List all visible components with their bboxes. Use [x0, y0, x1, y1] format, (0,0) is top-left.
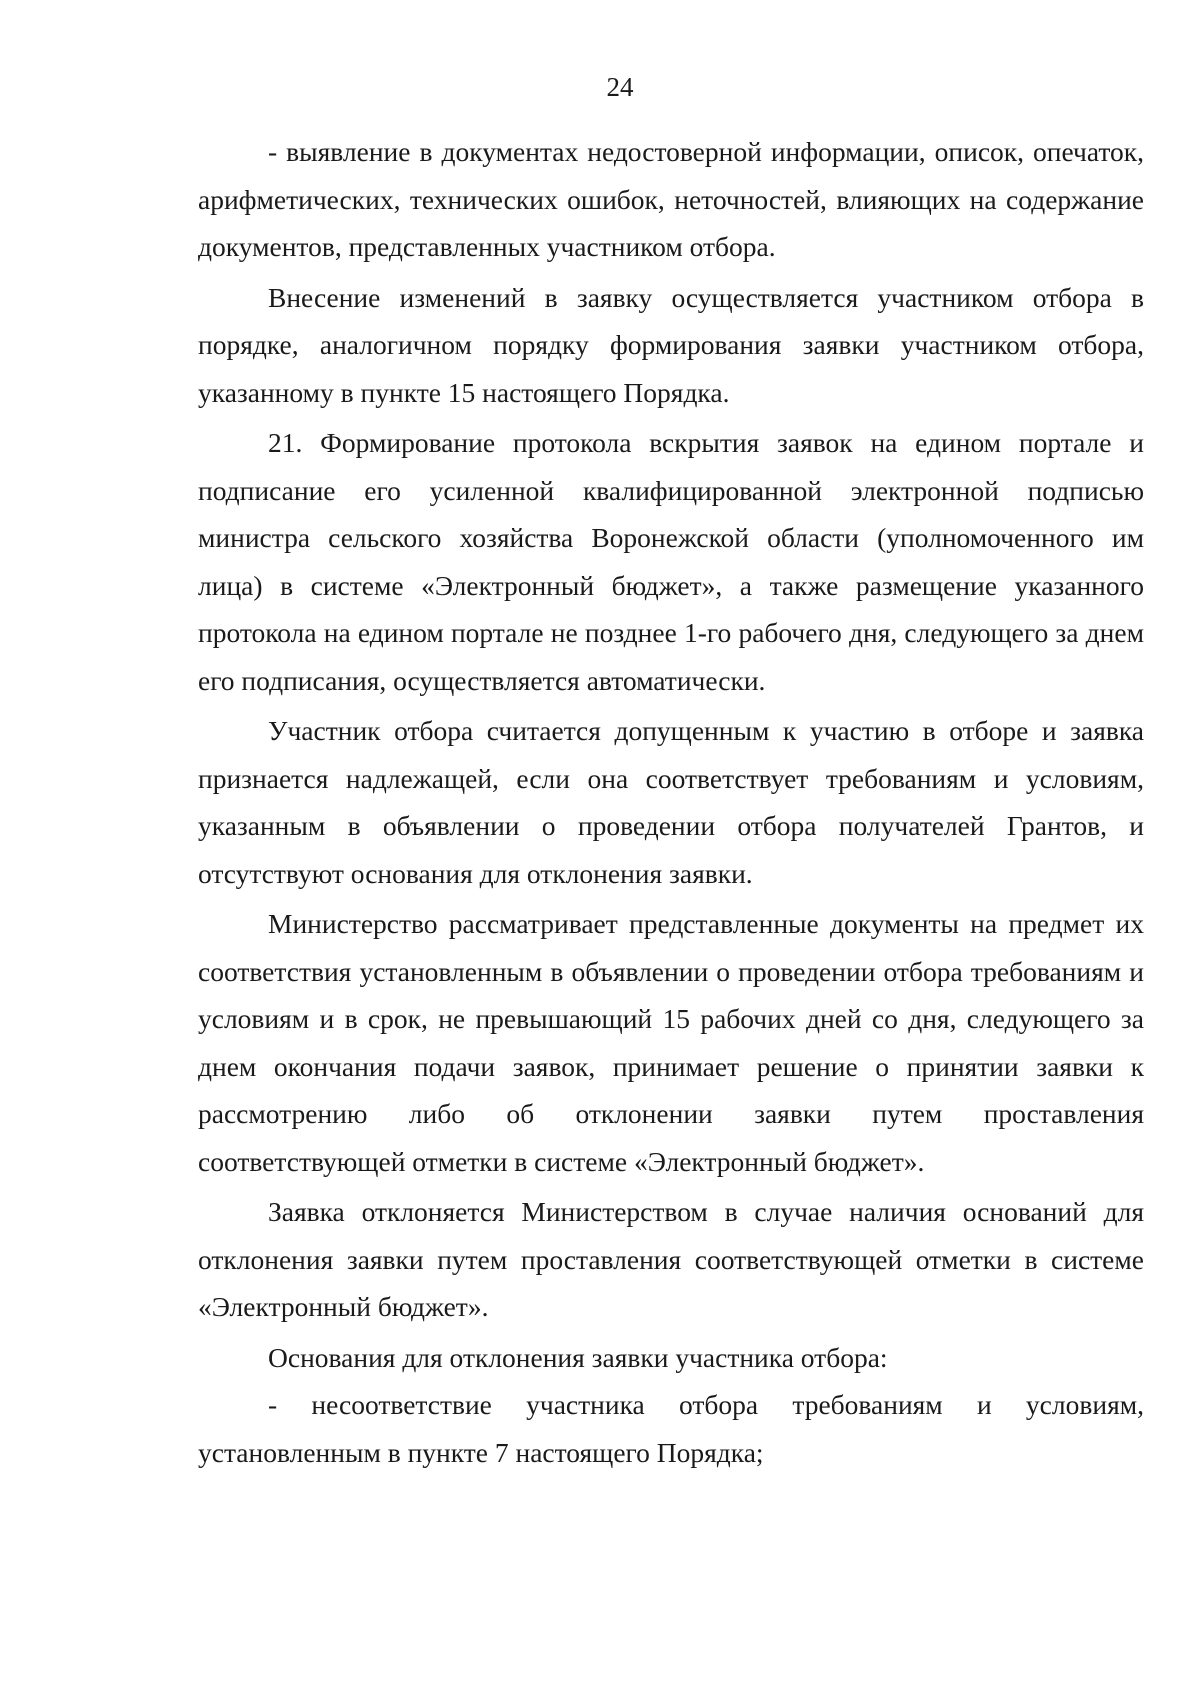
- paragraph-application-changes: Внесение изменений в заявку осуществляется участником отбора в порядке, аналогичном порядку формирования заявки участником отбора, указанному в пункте 15 настоящего Порядка.: [198, 281, 1144, 408]
- paragraph-application-rejection: Заявка отклоняется Министерством в случае наличия оснований для отклонения заявки путем проставления соответствующей отметки в системе «Электронный бюджет».: [198, 1196, 1144, 1322]
- paragraph-invalid-information: - выявление в документах недостоверной информации, описок, опечаток, арифметических, технических ошибок, неточностей, влияющих на содержание документов, представленных участником отбора.: [198, 136, 1144, 262]
- paragraph-participant-admitted: Участник отбора считается допущенным к участию в отборе и заявка признается надлежащей, если она соответствует требованиям и условиям, указанным в объявлении о проведении отбора получателей Грантов, и отсутствуют основания для отклонения заявки.: [198, 715, 1144, 889]
- document-body: [198, 128, 1144, 1476]
- paragraph-ministry-review: Министерство рассматривает представленные документы на предмет их соответствия установленным в объявлении о проведении отбора требованиям и условиям и в срок, не превышающий 15 рабочих дней со дня, следующего за днем окончания подачи заявок, принимает решение о принятии заявки к рассмотрению либо об отклонении заявки путем проставления соответствующей отметки в системе «Электронный бюджет».: [198, 908, 1144, 1177]
- paragraph-rejection-grounds-heading: Основания для отклонения заявки участника отбора:: [268, 1341, 888, 1373]
- paragraph-clause-21: 21. Формирование протокола вскрытия заявок на едином портале и подписание его усиленной квалифицированной электронной подписью министра сельского хозяйства Воронежской области (уполномоченного им лица) в системе «Электронный бюджет», а также размещение указанного протокола на едином портале не позднее 1-го рабочего дня, следующего за днем его подписания, осуществляется автоматически.: [198, 427, 1144, 696]
- page-number: 24: [606, 72, 634, 102]
- paragraph-rejection-ground-1: - несоответствие участника отбора требованиям и условиям, установленным в пункте 7 настоящего Порядка;: [198, 1389, 1144, 1468]
